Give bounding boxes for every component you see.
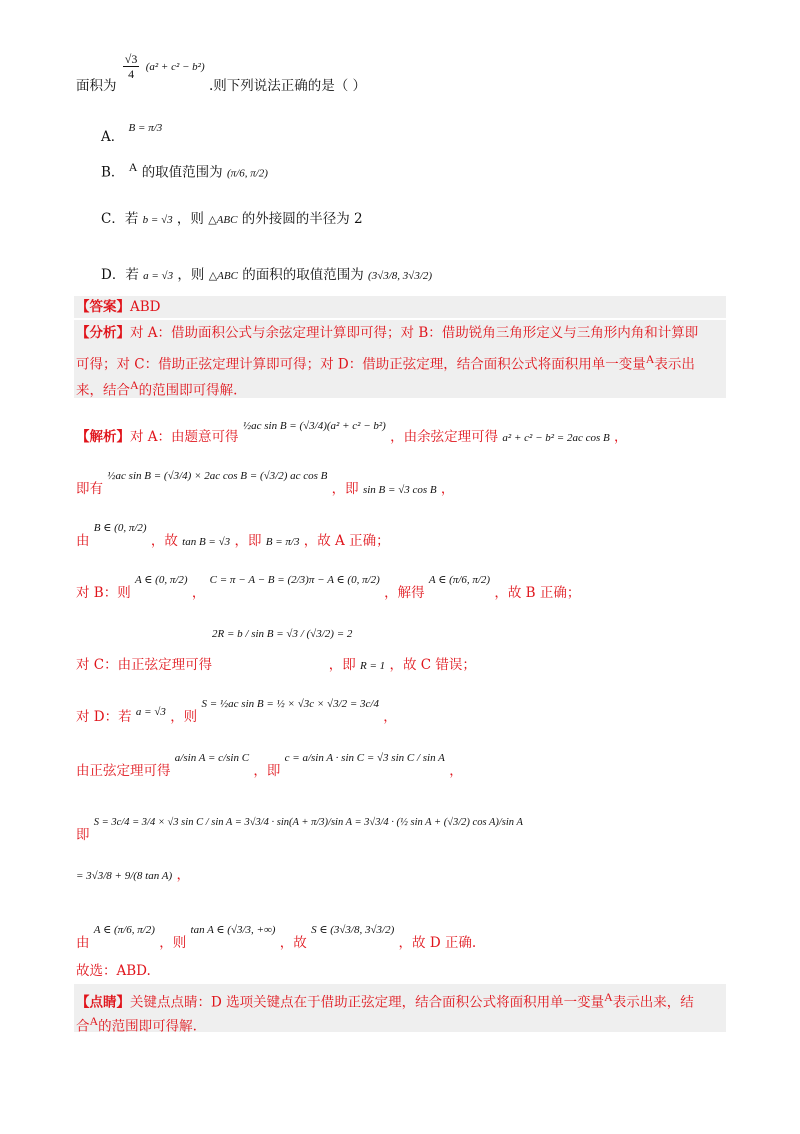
choose-line	[76, 962, 151, 980]
solution-s7a: 由正弦定理可得	[76, 763, 171, 779]
solution-s7-math2: c = a/sin A · sin C = √3 sin C / sin A	[284, 752, 445, 764]
solution-s8-math: S = 3c/4 = 3/4 × √3 sin C / sin A = 3√3/4 · sin(A + π/3)/sin A = 3√3/4 · (½ sin A + (√3/2) cos A)/sin A	[93, 817, 523, 828]
solution-s10c: ，故	[279, 935, 307, 951]
solution-s4-math3: A ∈ (π/6, π/2)	[428, 574, 491, 586]
solution-s1a: 对 A：由题意可得	[130, 429, 239, 445]
analysis-text-2b: 表示出	[654, 356, 695, 373]
solution-s6c: ，	[383, 709, 397, 725]
analysis-text-1: 对 A：借助面积公式与余弦定理计算即可得；对 B：借助锐角三角形定义与三角形内角和计算即	[130, 325, 699, 341]
solution-s3d: ，故 A 正确；	[303, 533, 390, 549]
solution-s1-math2: a² + c² − b² = 2ac cos B	[502, 432, 610, 444]
option-b	[101, 158, 268, 183]
analysis-line-3	[76, 376, 237, 400]
solution-s10-math2: tan A ∈ (√3/3, +∞)	[190, 924, 276, 936]
option-a-math: B = π/3	[128, 122, 163, 134]
option-d-tail: 的面积的取值范围为	[242, 267, 364, 283]
analysis-text-3a: 来，结合	[76, 382, 130, 399]
option-b-var: A	[128, 160, 138, 174]
solution-s5c: ，故 C 错误；	[389, 657, 476, 673]
solution-s2-math: ½ac sin B = (√3/4) × 2ac cos B = (√3/2) ac cos B	[107, 470, 328, 482]
option-b-label: B．	[101, 164, 125, 181]
solution-s10-math1: A ∈ (π/6, π/2)	[93, 924, 155, 936]
tip-text-2a: 合	[76, 1018, 90, 1035]
solution-s4a: 对 B：则	[76, 585, 131, 601]
coef-den: 4	[128, 67, 135, 81]
solution-s3-math3: B = π/3	[265, 536, 300, 548]
solution-s5-math2: R = 1	[360, 660, 386, 672]
solution-s1b: ，由余弦定理可得	[390, 429, 499, 445]
tip-line-1	[76, 988, 694, 1012]
analysis-line-1	[76, 324, 698, 342]
solution-s8a: 即	[76, 827, 90, 843]
option-d-interval: (3√3/8, 3√3/2)	[368, 270, 433, 282]
solution-s2-math2: sin B = √3 cos B	[362, 484, 437, 496]
option-d-label: D．若	[101, 267, 139, 283]
option-c-label: C．若	[101, 211, 139, 227]
option-d-triangle: △ABC	[208, 270, 238, 282]
solution-s3b: ，故	[150, 533, 178, 549]
option-c-triangle: △ABC	[208, 214, 238, 226]
solution-s3-math2: tan B = √3	[182, 536, 231, 548]
option-c-mid: ，则	[176, 211, 204, 227]
solution-s4-math1: A ∈ (0, π/2)	[135, 574, 188, 586]
choose-text: 故选：ABD.	[76, 963, 151, 979]
analysis-header: 【分析】	[76, 325, 130, 341]
solution-s3-math1: B ∈ (0, π/2)	[93, 522, 147, 534]
solution-line-1	[76, 420, 628, 447]
option-d-cond: a = √3	[143, 270, 174, 282]
option-d	[101, 266, 432, 285]
solution-s2c: ，	[440, 481, 455, 497]
tip-var-a: A	[604, 990, 613, 1004]
analysis-var-a2: A	[130, 378, 139, 392]
solution-s7c: ，	[449, 763, 463, 779]
option-b-interval: (π/6, π/2)	[226, 167, 268, 180]
analysis-var-a: A	[645, 352, 655, 366]
tip-line-2	[76, 1012, 197, 1036]
solution-s10b: ，则	[159, 935, 187, 951]
coef-num: √3	[124, 52, 138, 66]
solution-s7-math1: a/sin A = c/sin C	[174, 752, 250, 764]
option-a-label: A．	[101, 129, 125, 145]
solution-line-5	[76, 656, 476, 675]
solution-s3c: ，即	[234, 533, 262, 549]
answer-value: ABD	[130, 299, 161, 315]
solution-s3a: 由	[76, 533, 90, 549]
solution-s5b: ，即	[328, 657, 356, 673]
answer-highlight	[74, 296, 726, 318]
stem-prefix: 面积为	[76, 78, 117, 94]
solution-s10a: 由	[76, 935, 90, 951]
solution-s2a: 即有	[76, 481, 103, 497]
option-c-tail: 的外接圆的半径为 2	[241, 211, 363, 227]
solution-s6-math2: S = ½ac sin B = ½ × √3c × √3/2 = 3c/4	[201, 698, 379, 710]
tip-text-1a: 关键点点睛：D 选项关键点在于借助正弦定理，结合面积公式将面积用单一变量	[130, 994, 605, 1011]
solution-s2b: ，即	[331, 481, 359, 497]
answer-line	[76, 298, 161, 316]
question-stem	[76, 52, 367, 94]
option-a	[101, 118, 163, 145]
tip-text-1b: 表示出来，结	[612, 994, 694, 1011]
solution-s4c: ，解得	[384, 585, 425, 601]
analysis-text-3b: 的范围即可得解.	[138, 382, 238, 399]
tip-var-a2: A	[89, 1014, 99, 1028]
option-c	[101, 210, 363, 229]
solution-s9-math: = 3√3/8 + 9/(8 tan A)	[76, 870, 173, 882]
option-b-text: 的取值范围为	[141, 164, 223, 181]
solution-s6b: ，则	[170, 709, 198, 725]
solution-line-9	[76, 866, 190, 885]
solution-s1c: ，	[614, 429, 628, 445]
solution-s10-math3: S ∈ (3√3/8, 3√3/2)	[311, 924, 395, 936]
tip-text-2b: 的范围即可得解.	[98, 1018, 197, 1035]
solution-line-5-math	[212, 624, 352, 643]
solution-s5-math: 2R = b / sin B = √3 / (√3/2) = 2	[212, 628, 353, 640]
area-coefficient	[123, 52, 140, 81]
solution-s5a: 对 C：由正弦定理可得	[76, 657, 213, 673]
area-formula-tail: (a² + c² − b²)	[145, 61, 205, 73]
tip-header: 【点睛】	[76, 994, 130, 1011]
option-d-mid: ，则	[177, 267, 205, 283]
solution-s9a: ，	[176, 867, 190, 883]
option-c-cond: b = √3	[142, 214, 173, 226]
solution-s6-math1: a = √3	[135, 706, 166, 718]
solution-s4d: ，故 B 正确；	[494, 585, 581, 601]
solution-s4b: ，	[191, 585, 206, 601]
answer-header: 【答案】	[76, 299, 130, 315]
solution-s1-math1: ½ac sin B = (√3/4)(a² + c² − b²)	[242, 420, 386, 432]
solution-s4-math2: C = π − A − B = (2/3)π − A ∈ (0, π/2)	[209, 574, 380, 586]
analysis-line-2	[76, 350, 695, 374]
solution-s7b: ，即	[253, 763, 281, 779]
analysis-text-2a: 可得；对 C：借助正弦定理计算即可得；对 D：借助正弦定理，结合面积公式将面积用单一变量	[76, 356, 646, 373]
solution-header: 【解析】	[76, 429, 130, 445]
stem-tail: .则下列说法正确的是（ ）	[208, 78, 367, 94]
solution-s6a: 对 D：若	[76, 709, 132, 725]
solution-s10d: ，故 D 正确.	[398, 935, 477, 951]
